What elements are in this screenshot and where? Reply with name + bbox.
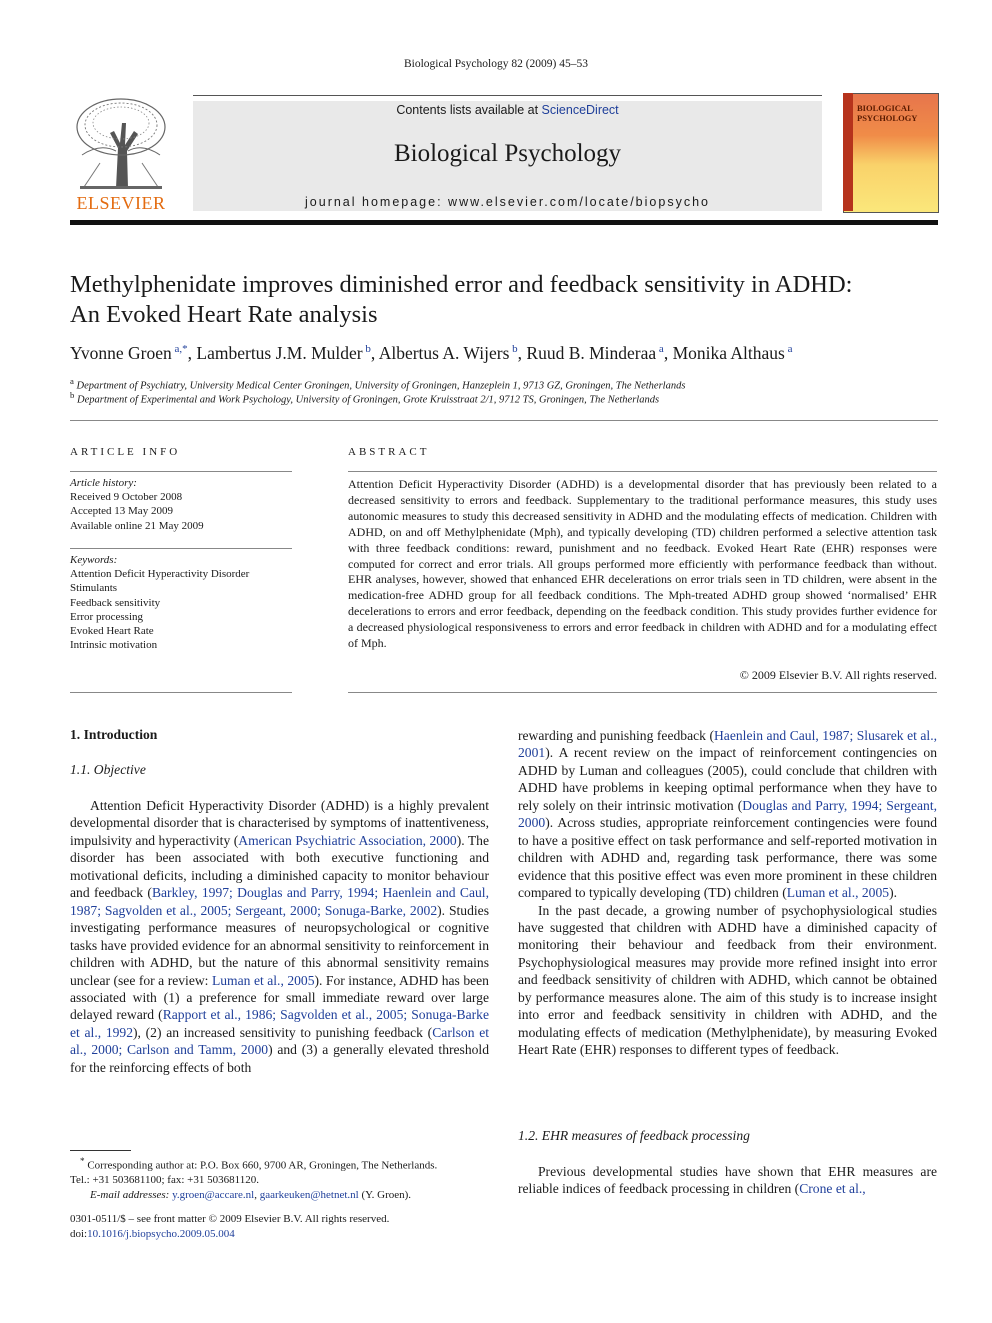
cover-title-line2: PSYCHOLOGY xyxy=(857,113,918,123)
abstract-rule-bottom xyxy=(348,692,937,693)
paragraph-text: ) and (3) a generally elevated threshold for the reinforcing effects of both xyxy=(70,1042,490,1075)
issn-block xyxy=(70,1212,489,1242)
affiliation-a-mark: a xyxy=(70,376,74,386)
journal-cover-spine xyxy=(843,93,853,211)
paragraph-text: ). Across studies, appropriate reinforcement contingencies were found to have a positive effect on task performance and self-reported motivation in children with ADHD and, regarding task performance, there was some evidence that this positive effect was even more prominent in these children compared to typically developing (TD) children ( xyxy=(518,815,937,901)
affiliation-a-text: Department of Psychiatry, University Medical Center Groningen, University of Groningen, Hanzeplein 1, 9713 GZ, Groningen, The Netherlands xyxy=(76,380,686,392)
corresponding-author-footnote xyxy=(70,1154,489,1202)
contents-line xyxy=(193,103,822,117)
journal-homepage xyxy=(193,195,822,209)
author-separator: , xyxy=(370,343,379,363)
author-affiliation-mark[interactable]: a,* xyxy=(171,343,188,356)
citation-link[interactable]: Crone et al., xyxy=(799,1181,866,1197)
keyword-item: Stimulants xyxy=(70,582,118,595)
paragraph-text: ). Studies investigating performance measures of neuropsychological or cognitive tasks have provided evidence for an abnormal sensitivity to reinforcement in children with ADHD, but the nature of this abnormal sensitivity remains unclear (see for a review: xyxy=(70,902,490,988)
running-head: Biological Psychology 82 (2009) 45–53 xyxy=(404,58,588,70)
footnote-rule xyxy=(70,1150,131,1151)
abstract-copyright: © 2009 Elsevier B.V. All rights reserved. xyxy=(739,668,937,682)
affiliation-b xyxy=(70,390,950,406)
citation-link[interactable]: Carlson et al., 2000; Carlson and Tamm, 2000 xyxy=(70,1024,490,1058)
keyword-item: Attention Deficit Hyperactivity Disorder xyxy=(70,568,250,581)
email-separator: , xyxy=(254,1188,260,1201)
author-name: Albertus A. Wijers xyxy=(378,343,510,363)
intro-paragraph-1-cont xyxy=(518,727,937,902)
left-column-text xyxy=(70,797,489,1076)
affiliation-b-mark: b xyxy=(70,390,75,400)
issn-line: 0301-0511/$ – see front matter © 2009 Elsevier B.V. All rights reserved. xyxy=(70,1213,390,1225)
keyword-item: Feedback sensitivity xyxy=(70,596,161,609)
keywords-label: Keywords: xyxy=(70,554,118,566)
paragraph-text: Previous developmental studies have shown that EHR measures are reliable indices of feedback processing in children ( xyxy=(518,1164,937,1197)
subsection-objective-heading: 1.1. Objective xyxy=(70,762,146,777)
history-item: Accepted 13 May 2009 xyxy=(70,505,173,518)
keywords xyxy=(70,553,292,652)
abstract-rule-top xyxy=(348,471,937,472)
author-separator: , xyxy=(187,343,197,363)
citation-link[interactable]: Douglas and Parry, 1994; Sergeant, 2000 xyxy=(518,797,937,831)
info-rule-bottom xyxy=(70,692,292,693)
author-name: Lambertus J.M. Mulder xyxy=(196,343,363,363)
journal-cover-title xyxy=(857,103,935,123)
doi-label: doi: xyxy=(70,1228,88,1240)
email-suffix: (Y. Groen). xyxy=(358,1188,412,1201)
intro-paragraph-2: In the past decade, a growing number of psychophysiological studies have suggested that children with ADHD have a diminished capacity of monitoring their behaviour and feedback from their environment. Psychophysiological measures may provide more refined insight into error and feedback sensitivity of children with ADHD, which cannot be obtained by performance measures alone. The aim of this study is to increase insight into error and feedback sensitivity in children with ADHD, and the modulating effects of medication (Methylphenidate), by measuring Evoked Heart Rate (EHR) responses to different types of feedback. xyxy=(518,902,937,1058)
subsection-ehr-heading: 1.2. EHR measures of feedback processing xyxy=(518,1128,750,1143)
author-name: Monika Althaus xyxy=(672,343,785,363)
paragraph-text: ). For instance, ADHD has been associated with (1) a preference for small immediate reward over large delayed reward ( xyxy=(70,972,489,1023)
email-link-2[interactable]: gaarkeuken@hetnet.nl xyxy=(259,1188,359,1201)
history-label: Article history: xyxy=(70,477,137,489)
author-affiliation-mark[interactable]: b xyxy=(362,343,371,356)
info-rule-top xyxy=(70,471,292,472)
author-name: Yvonne Groen xyxy=(70,343,172,363)
footnote-line1: Corresponding author at: P.O. Box 660, 9700 AR, Groningen, The Netherlands. xyxy=(84,1159,438,1172)
title-rule xyxy=(70,420,938,421)
sciencedirect-link[interactable]: ScienceDirect xyxy=(541,103,619,117)
homepage-url[interactable]: www.elsevier.com/locate/biopsycho xyxy=(448,195,710,209)
paragraph-text: Attention Deficit Hyperactivity Disorder (ADHD) is a highly prevalent developmental disorder that is characterised by symptoms of inattentiveness, impulsivity and hyperactivity ( xyxy=(70,798,489,848)
footnote-mark: * xyxy=(80,1156,85,1166)
footnote-line2: Tel.: +31 503681100; fax: +31 503681120. xyxy=(70,1174,259,1187)
keyword-item: Evoked Heart Rate xyxy=(70,625,154,638)
author-list xyxy=(70,343,950,364)
affiliation-b-text: Department of Experimental and Work Psychology, University of Groningen, Grote Kruisstraat 2/1, 9712 TS, Groningen, The Netherlands xyxy=(77,394,660,406)
doi-link[interactable]: 10.1016/j.biopsycho.2009.05.004 xyxy=(87,1228,235,1240)
citation-link[interactable]: Rapport et al., 1986; Sagvolden et al., 2005; Sonuga-Barke et al., 1992 xyxy=(70,1007,490,1040)
author-name: Ruud B. Minderaa xyxy=(526,343,657,363)
abstract-text: Attention Deficit Hyperactivity Disorder (ADHD) is a developmental disorder that has previously been related to a decreased sensitivity to errors and feedback. Supplementary to the traditional performance measures, this study uses autonomic measures to study this decreased sensitivity in ADHD and the modulating effects of medication. Children with ADHD, on and off Methylphenidate (Mph), and typically developing (TD) children performed a selective attention task with three feedback conditions: reward, punishment and no feedback. Evoked Heart Rate (EHR) responses were computed for correct and error trials. All groups performed more efficiently with performance feedback than without. EHR analyses, however, showed that enhanced EHR decelerations on error trials seen in TD children, were absent in the medication-free ADHD group for all feedback conditions. The Mph-treated ADHD group showed ‘normalised’ EHR decelerations to errors and error feedback, depending on the feedback condition. This study provides further evidence for a decreased physiological responsiveness to errors and error feedback in children with ADHD and for a modulating effect of Mph. xyxy=(348,477,937,651)
paragraph-text: ). The disorder has been associated with both executive functioning and motivational deficits, including a diminished capacity to monitor behaviour and feedback ( xyxy=(70,832,489,901)
email-label: E-mail addresses: xyxy=(90,1188,173,1201)
paragraph-text: ). A recent review on the impact of reinforcement contingencies on ADHD by Luman and colleagues (2005), could conclude that children with ADHD have problems in keeping optimal performance when they have to rely solely on their intrinsic motivation ( xyxy=(518,745,937,813)
citation-link[interactable]: Barkley, 1997; Douglas and Parry, 1994; Haenlein and Caul, 1987; Sagvolden et al., 2005; Sergeant, 2000; Sonuga-Barke, 2002 xyxy=(70,885,489,918)
ehr-paragraph-1 xyxy=(518,1163,937,1198)
info-rule-mid xyxy=(70,548,292,549)
intro-paragraph-1 xyxy=(70,797,489,1076)
history-item: Available online 21 May 2009 xyxy=(70,519,204,532)
right-column-text-2 xyxy=(518,1163,937,1198)
paragraph-text: ), (2) an increased sensitivity to punishing feedback ( xyxy=(133,1024,433,1040)
author-separator: , xyxy=(517,343,527,363)
paragraph-text: ). xyxy=(889,885,898,901)
article-info-heading: ARTICLE INFO xyxy=(70,446,181,458)
article-title xyxy=(70,270,950,330)
author-affiliation-mark[interactable]: b xyxy=(509,343,518,356)
masthead-top-rule xyxy=(193,95,822,96)
right-column-text xyxy=(518,727,937,1059)
author-separator: , xyxy=(663,343,673,363)
author-affiliation-mark[interactable]: a xyxy=(784,343,793,356)
cover-title-line1: BIOLOGICAL xyxy=(857,103,913,113)
title-line1: Methylphenidate improves diminished error and feedback sensitivity in ADHD: xyxy=(70,271,853,298)
citation-link[interactable]: American Psychiatric Association, 2000 xyxy=(238,832,457,848)
header-rule xyxy=(70,220,938,225)
keyword-item: Intrinsic motivation xyxy=(70,639,158,652)
citation-link[interactable]: Haenlein and Caul, 1987; Slusarek et al., 2001 xyxy=(518,728,938,761)
article-history xyxy=(70,476,292,533)
author-affiliation-mark[interactable]: a xyxy=(656,343,664,356)
tree-icon xyxy=(70,93,172,193)
keyword-list xyxy=(70,567,292,652)
abstract-heading: ABSTRACT xyxy=(348,446,430,458)
email-link-1[interactable]: y.groen@accare.nl xyxy=(172,1188,255,1201)
journal-name: Biological Psychology xyxy=(393,140,622,167)
section-introduction-heading: 1. Introduction xyxy=(70,727,158,742)
publisher-name: ELSEVIER xyxy=(76,193,166,213)
citation-link[interactable]: Luman et al., 2005 xyxy=(786,885,890,901)
history-list xyxy=(70,490,292,533)
citation-link[interactable]: Luman et al., 2005 xyxy=(211,972,315,988)
title-line2: An Evoked Heart Rate analysis xyxy=(70,301,378,328)
paragraph-text: rewarding and punishing feedback ( xyxy=(518,728,714,743)
contents-prefix: Contents lists available at xyxy=(396,103,542,117)
keyword-item: Error processing xyxy=(70,610,144,623)
history-item: Received 9 October 2008 xyxy=(70,491,183,504)
homepage-prefix: journal homepage: xyxy=(305,195,449,209)
